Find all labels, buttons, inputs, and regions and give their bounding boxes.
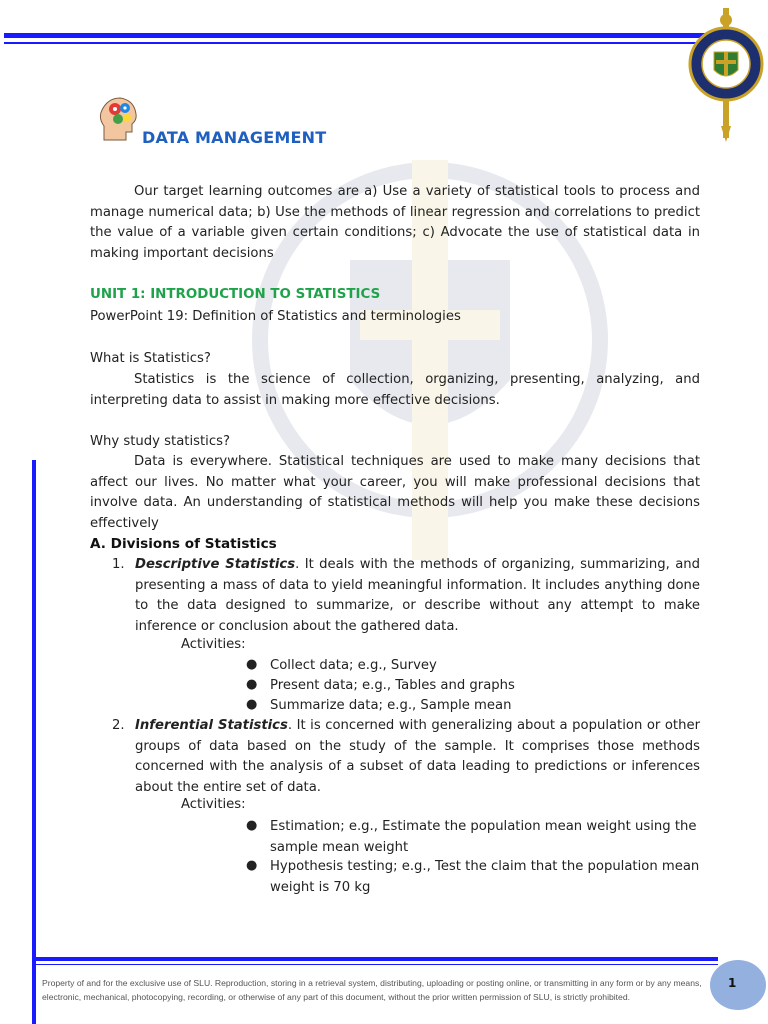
what-question: What is Statistics? [90, 351, 211, 366]
unit-title: UNIT 1: INTRODUCTION TO STATISTICS [90, 287, 381, 302]
inferential-statistics-paragraph [135, 716, 700, 798]
left-margin-rule [32, 460, 36, 1024]
bullet-item: Collect data; e.g., Survey [270, 658, 437, 673]
why-answer-text: Data is everywhere. Statistical techniques are used to make many decisions that affect our lives. No matter what your career, you will make professional decisions that involve data. An understanding of statistical methods will help you make these decisions effectively [90, 454, 700, 531]
bullet-item: Hypothesis testing; e.g., Test the claim that the population mean weight is 70 kg [270, 859, 700, 895]
intro-text: Our target learning outcomes are a) Use a variety of statistical tools to process and manage numerical data; b) Use the methods of linear regression and correlations to predict the value of a variable given certain conditions; c) Advocate the use of statistical data in making important decisions [90, 184, 700, 261]
why-question: Why study statistics? [90, 434, 230, 449]
unit-subtitle: PowerPoint 19: Definition of Statistics and terminologies [90, 309, 461, 324]
bullet-icon: ● [246, 657, 258, 672]
intro-paragraph [90, 182, 700, 264]
bullet-item: Estimation; e.g., Estimate the population mean weight using the sample mean weight [270, 819, 697, 855]
bullet-icon: ● [246, 677, 258, 692]
bullet-item: Present data; e.g., Tables and graphs [270, 678, 515, 693]
copyright-notice: Property of and for the exclusive use of SLU. Reproduction, storing in a retrieval system, distributing, uploading or posting online, or transmitting in any form or by any means, electronic, mechanical, photocopying, recording, or otherwise of any part of this document, without the prior written permission of SLU, is strictly prohibited. [42, 978, 702, 1002]
page-number: 1 [728, 976, 737, 990]
section-heading-divisions: A. Divisions of Statistics [90, 536, 277, 552]
bullet-icon: ● [246, 858, 258, 873]
what-answer [90, 370, 700, 411]
descriptive-statistics-text: . It deals with the methods of organizing, summarizing, and presenting a mass of data to yield meaningful information. It includes anything done to the data designed to summarize, or describe without any attempt to make inference or conclusion about the gathered data. [135, 557, 700, 634]
university-seal-logo [684, 6, 768, 142]
item-number: 1. [112, 557, 125, 572]
activities-label: Activities: [181, 797, 246, 812]
header-rule-thin [4, 42, 708, 44]
bullet-icon: ● [246, 697, 258, 712]
page-title: DATA MANAGEMENT [142, 128, 327, 147]
footer-rule-thin [36, 964, 718, 965]
term-descriptive-statistics: Descriptive Statistics [135, 557, 296, 572]
footer-rule-thick [36, 957, 718, 961]
brain-gears-icon [98, 96, 138, 142]
header-rule-thick [4, 33, 708, 38]
what-answer-text: Statistics is the science of collection, organizing, presenting, analyzing, and interpreting data to assist in making more effective decisions. [90, 372, 700, 408]
bullet-item: Summarize data; e.g., Sample mean [270, 698, 512, 713]
activities-label: Activities: [181, 637, 246, 652]
why-answer [90, 452, 700, 534]
item-number: 2. [112, 718, 125, 733]
descriptive-statistics-paragraph [135, 555, 700, 637]
bullet-icon: ● [246, 818, 258, 833]
term-inferential-statistics: Inferential Statistics [135, 718, 288, 733]
inferential-statistics-text: . It is concerned with generalizing about a population or other groups of data based on the study of the sample. It comprises those methods concerned with the analysis of a subset of data leading to predictions or inferences about the entire set of data. [135, 718, 700, 795]
page-number-badge [710, 960, 766, 1010]
